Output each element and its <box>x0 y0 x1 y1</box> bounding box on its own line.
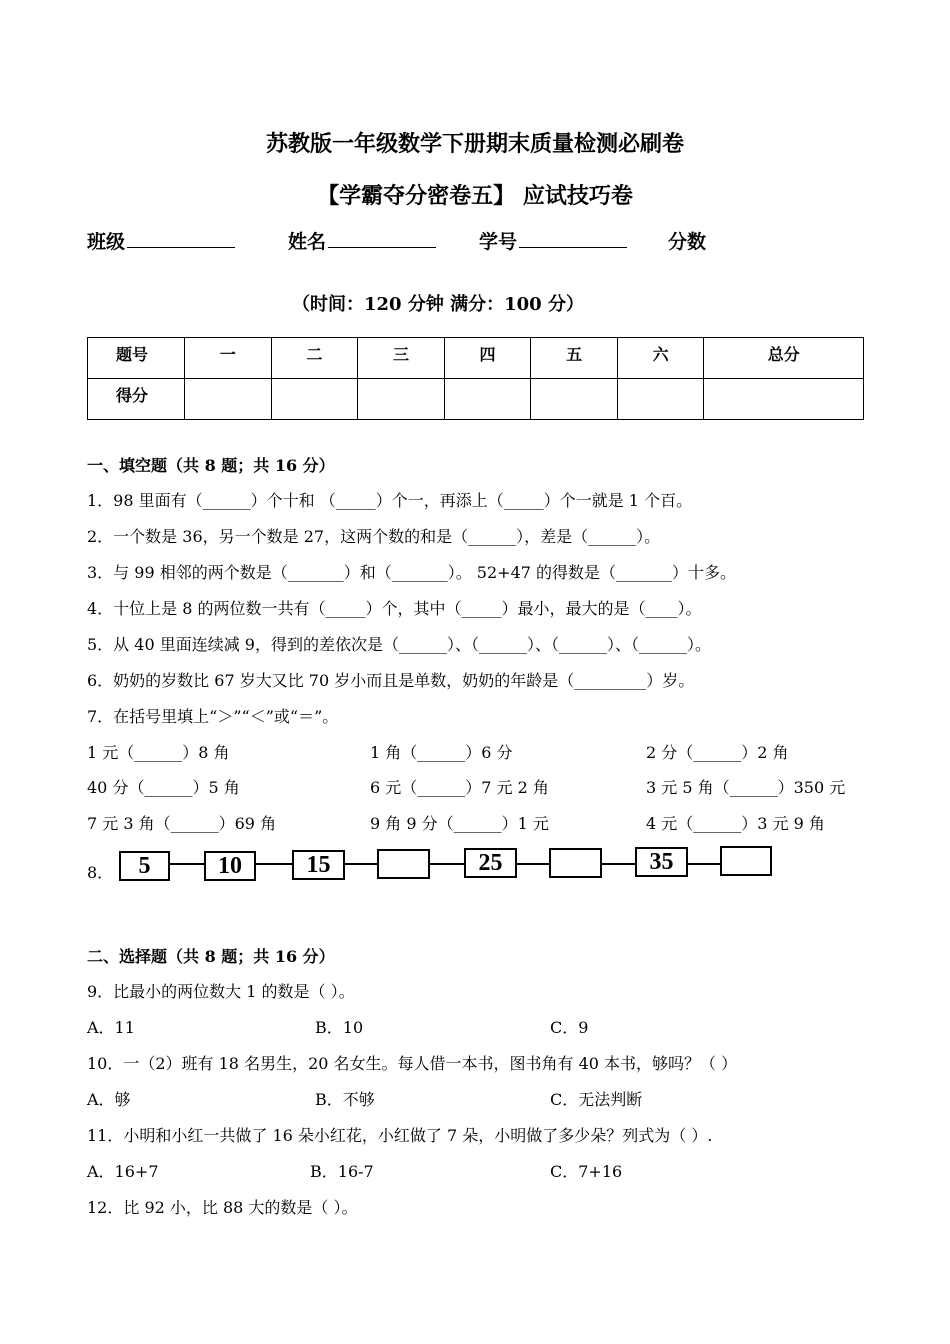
section-2-heading: 二、选择题（共 8 题；共 16 分） <box>87 947 335 966</box>
question-4: 4．十位上是 8 的两位数一共有（_____）个，其中（_____）最小，最大的是（____）。 <box>87 599 702 618</box>
page-subtitle: 【学霸夺分密卷五】 应试技巧卷 <box>317 183 633 209</box>
compare-item: 1 元（______）8 角 <box>87 743 230 762</box>
time-info: （时间：120 分钟 满分：100 分） <box>292 294 584 315</box>
sequence-box: 5 <box>119 851 170 881</box>
question-3: 3．与 99 相邻的两个数是（_______）和（_______）。 52+47 的得数是（_______）十多。 <box>87 563 737 582</box>
question-6: 6．奶奶的岁数比 67 岁大又比 70 岁小而且是单数，奶奶的年龄是（_________）岁。 <box>87 671 695 690</box>
compare-item: 4 元（______）3 元 9 角 <box>646 814 825 833</box>
sequence-blank-box[interactable] <box>377 849 430 879</box>
score-cell[interactable] <box>531 379 618 420</box>
sequence-connector <box>430 863 464 865</box>
question-7: 7．在括号里填上“＞”“＜”或“＝”。 <box>87 707 339 726</box>
score-cell[interactable] <box>444 379 531 420</box>
question-8: 8． <box>87 863 114 882</box>
header-cell: 三 <box>358 338 445 379</box>
score-cell[interactable] <box>185 379 272 420</box>
score-cell[interactable] <box>704 379 864 420</box>
sequence-box: 10 <box>204 851 256 881</box>
option-a[interactable]: A．16+7 <box>87 1162 159 1181</box>
class-label: 班级 <box>87 231 126 253</box>
header-cell: 四 <box>444 338 531 379</box>
id-label: 学号 <box>479 231 518 253</box>
option-b[interactable]: B．10 <box>315 1018 364 1037</box>
compare-item: 7 元 3 角（______）69 角 <box>87 814 277 833</box>
header-cell: 总分 <box>704 338 864 379</box>
compare-item: 3 元 5 角（______）350 元 <box>646 778 846 797</box>
option-b[interactable]: B．16-7 <box>310 1162 374 1181</box>
sequence-connector <box>256 863 292 865</box>
header-cell: 一 <box>185 338 272 379</box>
score-label: 分数 <box>668 231 707 253</box>
header-cell: 五 <box>531 338 618 379</box>
question-12: 12．比 92 小，比 88 大的数是（ ）。 <box>87 1198 358 1217</box>
page-title: 苏教版一年级数学下册期末质量检测必刷卷 <box>265 131 684 157</box>
score-table-score-row <box>88 379 864 420</box>
score-cell[interactable] <box>271 379 358 420</box>
compare-item: 40 分（______）5 角 <box>87 778 240 797</box>
score-cell[interactable] <box>358 379 445 420</box>
score-cell[interactable] <box>617 379 704 420</box>
name-blank[interactable] <box>328 229 436 248</box>
sequence-box: 25 <box>464 848 517 878</box>
sequence-box: 15 <box>292 850 345 880</box>
sequence-blank-box[interactable] <box>720 846 772 876</box>
header-cell: 六 <box>617 338 704 379</box>
id-blank[interactable] <box>519 229 627 248</box>
row-label: 得分 <box>88 379 185 420</box>
section-1-heading: 一、填空题（共 8 题；共 16 分） <box>87 456 335 475</box>
option-c[interactable]: C．9 <box>550 1018 589 1037</box>
name-label: 姓名 <box>288 231 327 253</box>
score-table-header-row <box>88 338 864 379</box>
id-field <box>479 227 627 254</box>
compare-item: 1 角（______）6 分 <box>370 743 513 762</box>
sequence-connector <box>688 863 720 865</box>
option-b[interactable]: B．不够 <box>315 1090 375 1109</box>
option-c[interactable]: C．无法判断 <box>550 1090 643 1109</box>
question-1: 1．98 里面有（______）个十和 （_____）个一，再添上（_____）个一就是 1 个百。 <box>87 491 693 510</box>
sequence-connector <box>345 863 377 865</box>
name-field <box>288 227 436 254</box>
sequence-box: 35 <box>635 847 688 877</box>
sequence-connector <box>602 863 635 865</box>
question-11: 11．小明和小红一共做了 16 朵小红花，小红做了 7 朵，小明做了多少朵？列式为（ ）. <box>87 1126 713 1145</box>
class-blank[interactable] <box>127 229 235 248</box>
option-a[interactable]: A．11 <box>87 1018 135 1037</box>
sequence-connector <box>517 863 549 865</box>
option-c[interactable]: C．7+16 <box>550 1162 623 1181</box>
header-cell: 二 <box>271 338 358 379</box>
score-table <box>87 337 864 420</box>
sequence-blank-box[interactable] <box>549 848 602 878</box>
option-a[interactable]: A．够 <box>87 1090 131 1109</box>
question-10: 10．一（2）班有 18 名男生，20 名女生。每人借一本书，图书角有 40 本书，够吗？（ ） <box>87 1054 738 1073</box>
class-field <box>87 227 235 254</box>
compare-item: 6 元（______）7 元 2 角 <box>370 778 549 797</box>
question-2: 2．一个数是 36，另一个数是 27，这两个数的和是（______），差是（______）。 <box>87 527 661 546</box>
question-5: 5．从 40 里面连续减 9，得到的差依次是（______）、（______）、（______）、（______）。 <box>87 635 711 654</box>
header-cell: 题号 <box>88 338 185 379</box>
sequence-connector <box>170 863 204 865</box>
compare-item: 9 角 9 分（______）1 元 <box>370 814 549 833</box>
question-9: 9．比最小的两位数大 1 的数是（ ）。 <box>87 982 355 1001</box>
compare-item: 2 分（______）2 角 <box>646 743 789 762</box>
